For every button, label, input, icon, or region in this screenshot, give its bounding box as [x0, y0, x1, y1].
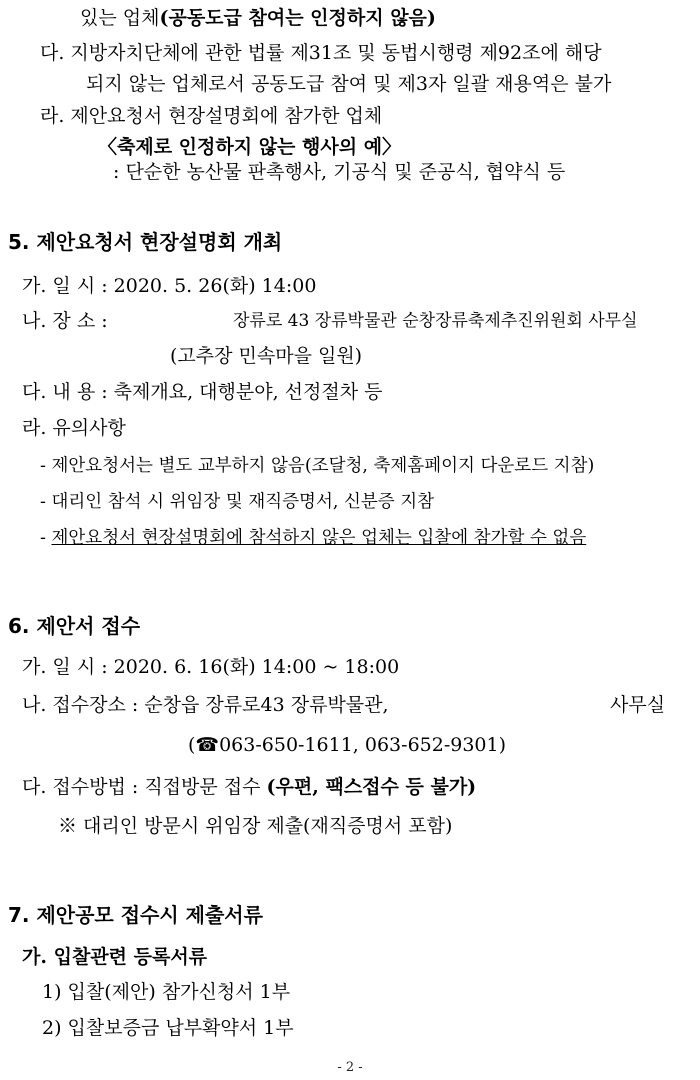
sec5-note-1: - 제안요청서는 별도 교부하지 않음(조달청, 축제홈페이지 다운로드 지참): [40, 456, 595, 476]
sec6-place: 나. 접수장소 : 순창읍 장류로43 장류박물관,: [22, 694, 389, 716]
sec4-line1: [80, 6, 436, 30]
sec5-note-3-text: 제안요청서 현장설명회에 참석하지 않은 업체는 입찰에 참가할 수 없음: [51, 528, 587, 548]
sec5-note-3: [40, 526, 586, 550]
sec4-item-da: 다. 지방자치단체에 관한 법률 제31조 및 동법시행령 제92조에 해당: [40, 42, 602, 64]
sec5-date: 가. 일 시 : 2020. 5. 26(화) 14:00: [22, 275, 317, 297]
sec6-remark: ※ 대리인 방문시 위임장 제출(재직증명서 포함): [58, 815, 453, 837]
sec4-item-ra: 라. 제안요청서 현장설명회에 참가한 업체: [40, 105, 383, 127]
sec6-method-bold: (우편, 팩스접수 등 불가): [266, 776, 477, 798]
sec5-place-sub: (고추장 민속마을 일원): [170, 345, 363, 367]
sec4-line1-bold: (공동도급 참여는 인정하지 않음): [159, 7, 436, 29]
section-5-heading: 5. 제안요청서 현장설명회 개최: [8, 230, 283, 254]
sec5-note-2: - 대리인 참석 시 위임장 및 재직증명서, 신분증 지참: [40, 492, 435, 512]
sec6-place-office: 사무실: [610, 694, 666, 716]
sec4-line1-text: 있는 업체: [80, 7, 160, 29]
sec7-sub: 가. 입찰관련 등록서류: [22, 946, 208, 968]
sec5-notes-title: 라. 유의사항: [22, 417, 126, 439]
sec7-item-1: 1) 입찰(제안) 참가신청서 1부: [42, 981, 291, 1003]
sec4-example-text: : 단순한 농산물 판촉행사, 기공식 및 준공식, 협약식 등: [113, 161, 566, 183]
sec6-date: 가. 일 시 : 2020. 6. 16(화) 14:00 ~ 18:00: [22, 656, 400, 678]
section-6-heading: 6. 제안서 접수: [8, 614, 141, 638]
section-7-heading: 7. 제안공모 접수시 제출서류: [8, 903, 263, 927]
sec4-example-title: 〈축제로 인정하지 않는 행사의 예〉: [98, 136, 402, 158]
sec5-place-value: 장류로 43 장류박물관 순창장류축제추진위원회 사무실: [233, 311, 638, 331]
page-number: - 2 -: [337, 1060, 363, 1075]
sec6-method: [22, 775, 476, 799]
sec5-place-label: 나. 장 소 :: [22, 310, 108, 332]
sec6-phone: (☎063-650-1611, 063-652-9301): [188, 734, 507, 756]
sec6-method-text: 다. 접수방법 : 직접방문 접수: [22, 776, 267, 798]
sec4-item-da-cont: 되지 않는 업체로서 공동도급 참여 및 제3자 일괄 재용역은 불가: [86, 73, 612, 95]
sec5-note-3-dash: -: [40, 528, 52, 548]
sec5-content: 다. 내 용 : 축제개요, 대행분야, 선정절차 등: [22, 381, 383, 403]
sec7-item-2: 2) 입찰보증금 납부확약서 1부: [42, 1017, 294, 1039]
